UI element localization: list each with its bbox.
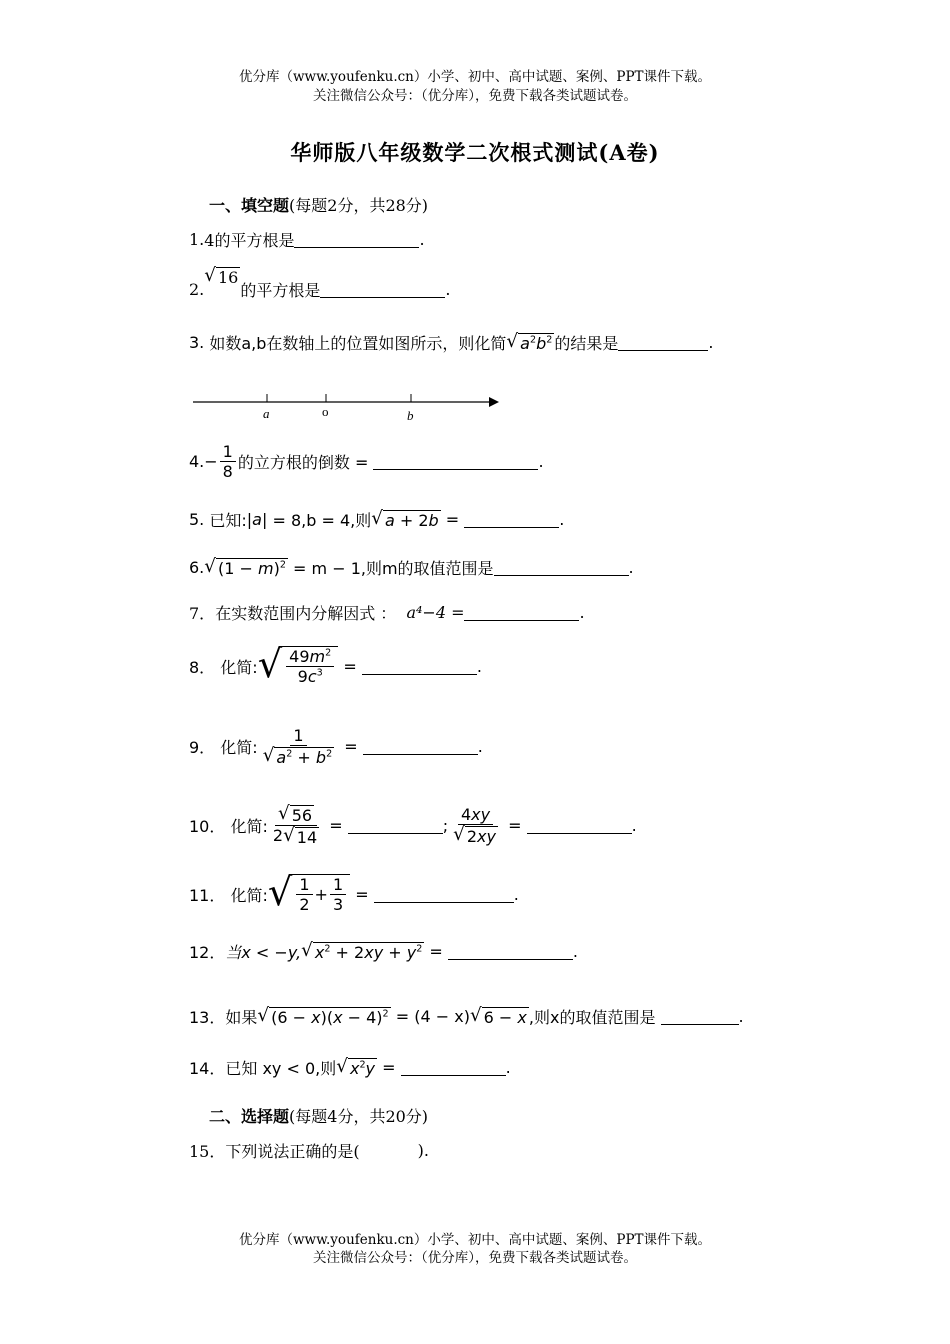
q12-end: . — [572, 942, 578, 961]
q3-number: 3. — [189, 333, 205, 352]
q11-eq: = — [355, 884, 369, 904]
q5-mid: = 8,b = 4,则 — [272, 511, 372, 530]
question-11 — [189, 870, 519, 915]
q5-abs: |a| — [246, 510, 268, 529]
q3-radicand: $a^2b^2$ — [520, 333, 553, 353]
q7-number: 7． — [189, 604, 216, 623]
q3-text: 如数a,b在数轴上的位置如图所示，则化简 — [209, 334, 507, 353]
q8-sqrt — [257, 642, 339, 687]
section-1-heading — [209, 193, 428, 216]
q3-end: . — [708, 333, 714, 352]
sqrt-icon: √ — [262, 745, 275, 767]
sqrt-icon: √ — [371, 507, 383, 529]
sqrt-icon: √ — [301, 939, 313, 961]
q5-radicand: a + 2b — [384, 510, 439, 530]
q8-end: . — [476, 656, 482, 676]
q9-frac-den — [260, 746, 337, 767]
q7-expr: a⁴−4 = — [406, 603, 465, 622]
q13-text: 如果 — [225, 1008, 258, 1027]
q7-text: 在实数范围内分解因式 ： — [215, 604, 397, 623]
section-2-note: (每题4分，共20分) — [289, 1107, 429, 1126]
question-5 — [189, 508, 564, 531]
q4-text: 的立方根的倒数 = — [237, 453, 369, 473]
arrow-icon — [489, 397, 499, 407]
sqrt-icon: √ — [204, 265, 216, 286]
q10-frac2-num: 4xy — [458, 805, 493, 825]
q8-answer-blank[interactable] — [362, 658, 477, 675]
q8-frac-den: $9c^3$ — [297, 667, 323, 687]
question-7 — [189, 601, 585, 624]
question-2 — [189, 262, 450, 298]
q9-radicand: $a^2 + b^2$ — [276, 748, 333, 768]
q2-radicand: 16 — [217, 268, 239, 287]
q14-number: 14． — [189, 1059, 226, 1078]
q4-answer-blank[interactable] — [373, 453, 538, 470]
q14-eq: = — [382, 1058, 396, 1077]
q2-sqrt — [204, 267, 240, 287]
sqrt-icon: √ — [267, 870, 293, 915]
question-14 — [189, 1056, 511, 1079]
q5-answer-blank[interactable] — [464, 511, 559, 528]
q5-eq: = — [445, 510, 460, 529]
q10-sep: ; — [442, 816, 449, 836]
sqrt-icon: √ — [257, 1004, 270, 1026]
page-title: 华师版八年级数学二次根式测试(A卷) — [290, 140, 660, 165]
label-o: o — [322, 404, 329, 419]
number-line-figure — [193, 392, 503, 428]
q6-sqrt — [204, 555, 288, 578]
q15-end: ). — [417, 1141, 429, 1160]
q14-radicand: $x^2y$ — [349, 1058, 376, 1078]
question-15 — [189, 1139, 429, 1162]
section-2-heading — [209, 1104, 428, 1127]
q3-answer-blank[interactable] — [618, 334, 708, 351]
q1-end: . — [419, 230, 425, 249]
q12-answer-blank[interactable] — [448, 943, 573, 960]
q4-number: 4. — [189, 452, 205, 472]
q13-radicand-2: 6 − x — [483, 1007, 527, 1027]
q2-text: 的平方根是 — [240, 280, 321, 300]
q4-fraction — [220, 442, 236, 481]
q9-text: 化简: — [220, 738, 258, 758]
question-9 — [189, 726, 483, 767]
sqrt-icon: √ — [506, 330, 519, 352]
q9-eq: = — [344, 737, 358, 757]
q12-sqrt — [301, 939, 424, 962]
question-12 — [189, 940, 578, 963]
question-10 — [189, 804, 637, 847]
q13-tail: ,则x的取值范围是 — [528, 1008, 656, 1027]
label-a: a — [263, 406, 270, 421]
question-4 — [189, 442, 544, 481]
question-6 — [189, 556, 634, 579]
q9-sqrt — [263, 747, 334, 767]
q8-text: 化简: — [220, 657, 258, 677]
q10-answer-blank-1[interactable] — [348, 817, 443, 834]
q11-sqrt — [267, 870, 350, 915]
q10-fraction-1 — [270, 804, 322, 847]
sqrt-icon: √ — [453, 824, 465, 846]
q11-number: 11． — [189, 885, 226, 905]
q12-number: 12． — [189, 943, 226, 962]
sqrt-icon: √ — [283, 825, 295, 847]
q8-number: 8． — [189, 657, 216, 677]
q14-text: 已知 xy < 0,则 — [225, 1059, 337, 1078]
q1-answer-blank[interactable] — [294, 231, 419, 248]
q14-end: . — [505, 1058, 511, 1077]
q5-text: 已知: — [209, 511, 247, 530]
q9-fraction — [260, 726, 337, 767]
question-3 — [189, 331, 713, 354]
header-line-2: 关注微信公众号：（优分库），免费下载各类试题试卷。 — [313, 88, 637, 104]
footer-line-2: 关注微信公众号：（优分库），免费下载各类试题试卷。 — [313, 1250, 637, 1266]
q10-frac1-den: 2 √ 14 — [272, 825, 318, 848]
footer-line-1: 优分库（www.youfenku.cn）小学、初中、高中试题、案例、PPT课件下载。 — [238, 1232, 712, 1248]
q13-radicand-1: $(6 - x)(x - 4)^2$ — [271, 1007, 389, 1027]
q8-fraction — [286, 647, 334, 686]
q2-number: 2. — [189, 279, 205, 299]
q12-radicand: $x^2 + 2xy + y^2$ — [314, 942, 423, 962]
q13-sqrt-2 — [469, 1004, 529, 1027]
q6-answer-blank[interactable] — [494, 559, 629, 576]
sqrt-icon: √ — [257, 642, 283, 687]
q8-radicand — [282, 646, 338, 686]
question-13 — [189, 1005, 744, 1028]
q13-end: . — [738, 1007, 744, 1026]
q5-end: . — [559, 510, 565, 529]
q10-end: . — [631, 816, 637, 836]
q3-sqrt — [506, 330, 554, 353]
q5-sqrt — [371, 507, 440, 530]
q11-text: 化简: — [230, 885, 268, 905]
q11-answer-blank[interactable] — [374, 886, 514, 903]
q9-end: . — [477, 737, 483, 757]
q10-text: 化简: — [230, 817, 268, 837]
q3-tail: 的结果是 — [554, 334, 619, 353]
q9-answer-blank[interactable] — [363, 738, 478, 755]
section-2-title: 二、选择题 — [209, 1107, 290, 1126]
q10-fraction-2 — [450, 805, 501, 846]
section-1-note: (每题2分，共28分) — [289, 196, 429, 215]
q10-number: 10． — [189, 817, 226, 837]
q13-answer-blank[interactable] — [661, 1008, 739, 1025]
q9-number: 9． — [189, 738, 216, 758]
q2-end: . — [445, 279, 451, 299]
q6-end: . — [628, 558, 634, 577]
sqrt-icon: √ — [336, 1055, 348, 1077]
q7-answer-blank[interactable] — [464, 604, 579, 621]
q15-number: 15． — [189, 1142, 226, 1161]
q14-answer-blank[interactable] — [401, 1059, 506, 1076]
q11-radicand: $\frac{1}{2}$ + $\frac{1}{3}$ — [292, 874, 350, 914]
q12-text: 当x < −y, — [225, 943, 302, 962]
q11-end: . — [513, 884, 519, 904]
q10-eq1: = — [329, 816, 343, 836]
q9-frac-num: 1 — [290, 726, 306, 746]
label-b: b — [407, 408, 414, 423]
q10-answer-blank-2[interactable] — [527, 817, 632, 834]
q7-end: . — [579, 603, 585, 622]
q4-end: . — [538, 452, 544, 472]
q2-answer-blank[interactable] — [320, 281, 445, 298]
header-line-1: 优分库（www.youfenku.cn）小学、初中、高中试题、案例、PPT课件下载。 — [238, 69, 712, 85]
q13-number: 13． — [189, 1008, 226, 1027]
q13-mid: = (4 − x) — [395, 1007, 470, 1026]
q1-number: 1. — [189, 230, 205, 249]
q4-frac-den: 8 — [222, 462, 233, 482]
question-1 — [189, 228, 425, 251]
q8-eq: = — [343, 656, 357, 676]
q10-eq2: = — [508, 816, 522, 836]
q6-number: 6. — [189, 558, 205, 577]
sqrt-icon: √ — [204, 555, 216, 577]
q6-radicand: $(1 - m)^2$ — [217, 558, 286, 578]
q10-frac1-num: √ 56 — [275, 804, 317, 826]
sqrt-icon: √ — [277, 803, 290, 824]
section-1-title: 一、填空题 — [209, 196, 290, 215]
q1-text: 4的平方根是 — [204, 231, 295, 250]
q8-frac-num: $49m^2$ — [286, 647, 334, 667]
q5-number: 5. — [189, 510, 205, 529]
q6-mid: = m − 1,则m的取值范围是 — [293, 559, 494, 578]
q4-neg: − — [204, 452, 218, 472]
q12-eq: = — [429, 942, 443, 961]
q10-frac2-den: √ 2xy — [453, 824, 496, 847]
sqrt-icon: √ — [469, 1004, 482, 1026]
q13-sqrt-1 — [257, 1004, 390, 1027]
q4-frac-num: 1 — [220, 442, 236, 462]
q15-text: 下列说法正确的是( — [225, 1142, 360, 1161]
question-8 — [189, 642, 482, 687]
q14-sqrt — [336, 1055, 377, 1078]
